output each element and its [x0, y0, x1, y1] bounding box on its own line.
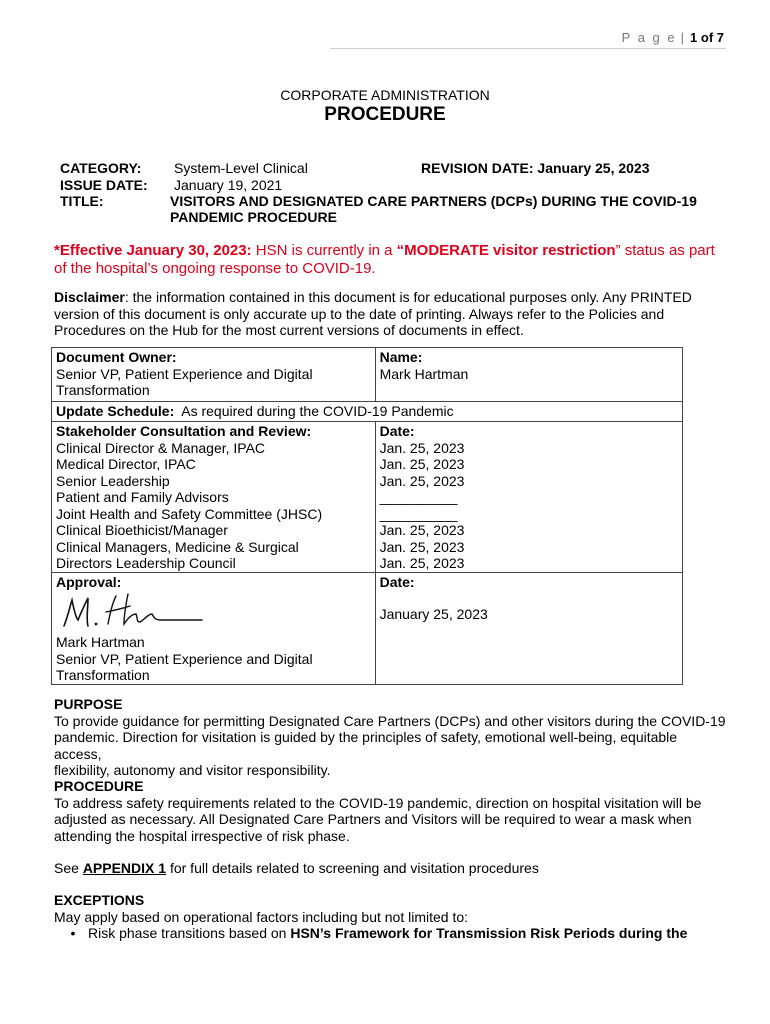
name-value: Mark Hartman	[379, 365, 469, 382]
owner-cell	[52, 348, 376, 402]
disclaimer-label: Disclaimer	[54, 289, 125, 305]
stakeholder-name: Medical Director, IPAC	[56, 456, 196, 472]
disclaimer	[54, 289, 726, 339]
exceptions-heading: EXCEPTIONS	[54, 892, 145, 908]
exceptions-intro: May apply based on operational factors including but not limited to:	[54, 908, 469, 925]
stakeholder-name: Directors Leadership Council	[56, 555, 236, 571]
signature-icon	[56, 590, 216, 634]
stakeholder-date: Jan. 25, 2023	[379, 472, 465, 489]
approval-date-cell	[375, 572, 682, 684]
page-number: 1 of 7	[690, 30, 724, 45]
exception-bullet-item	[54, 925, 726, 942]
doc-type-title: PROCEDURE	[324, 104, 446, 125]
stakeholder-date: __________	[379, 505, 458, 522]
name-cell	[375, 348, 682, 402]
owner-line-1: Senior VP, Patient Experience and Digital	[56, 365, 313, 382]
title-line-1: VISITORS AND DESIGNATED CARE PARTNERS (DCPs) DURING THE COVID-19	[170, 193, 697, 209]
name-label: Name:	[379, 349, 423, 365]
procedure-line-3: attending the hospital irrespective of risk phase.	[54, 827, 350, 844]
approver-title-1: Senior VP, Patient Experience and Digital	[56, 650, 313, 667]
purpose-line-2: pandemic. Direction for visitation is guided by the principles of safety, emotional well-being, equitable access,	[54, 729, 678, 762]
effective-notice	[54, 242, 744, 278]
title-label: TITLE:	[60, 193, 104, 209]
page-number-header	[622, 30, 724, 45]
see-prefix: See	[54, 860, 83, 876]
purpose-heading: PURPOSE	[54, 696, 123, 712]
approver-title-2: Transformation	[56, 667, 150, 683]
effective-text-2: ” status as part	[615, 242, 715, 259]
issue-date-label: ISSUE DATE:	[60, 177, 148, 193]
category-label: CATEGORY:	[60, 160, 142, 176]
stakeholder-date: Jan. 25, 2023	[379, 522, 465, 538]
owner-line-2: Transformation	[56, 382, 150, 398]
approval-date: January 25, 2023	[379, 606, 488, 622]
stakeholder-date: Jan. 25, 2023	[379, 456, 465, 472]
procedure-line-1: To address safety requirements related to the COVID-19 pandemic, direction on hospital visitation will be	[54, 794, 702, 811]
stakeholder-name: Patient and Family Advisors	[56, 489, 229, 505]
stakeholder-names-cell	[52, 422, 376, 573]
purpose-section	[54, 696, 726, 779]
stakeholder-name: Senior Leadership	[56, 472, 170, 489]
stakeholder-date: Jan. 25, 2023	[379, 439, 465, 456]
title-line-2: PANDEMIC PROCEDURE	[170, 209, 337, 225]
procedure-line-2: adjusted as necessary. All Designated Care Partners and Visitors will be required to wear a mask when	[54, 811, 692, 827]
stakeholder-date: Jan. 25, 2023	[379, 555, 465, 571]
appendix-reference	[54, 860, 726, 877]
org-title: CORPORATE ADMINISTRATION	[280, 87, 490, 103]
purpose-line-3: flexibility, autonomy and visitor responsibility.	[54, 762, 331, 778]
update-label: Update Schedule:	[56, 403, 175, 419]
purpose-line-1: To provide guidance for permitting Designated Care Partners (DCPs) and other visitors during the COVID-19	[54, 712, 726, 729]
signature	[56, 590, 371, 634]
effective-text-1: HSN is currently in a	[251, 242, 397, 259]
date-label: Date:	[379, 423, 415, 439]
bullet-text: Risk phase transitions based on	[88, 925, 291, 941]
procedure-heading: PROCEDURE	[54, 778, 144, 794]
stakeholder-date: __________	[379, 489, 458, 505]
stakeholder-name: Clinical Director & Manager, IPAC	[56, 439, 266, 456]
approval-cell	[52, 572, 376, 684]
effective-date: *Effective January 30, 2023:	[54, 242, 252, 259]
see-suffix: for full details related to screening and visitation procedures	[166, 860, 539, 876]
approval-date-label: Date:	[379, 573, 415, 590]
procedure-section	[54, 778, 726, 877]
effective-text-3: of the hospital’s ongoing response to COVID-19.	[54, 260, 376, 277]
stakeholder-label: Stakeholder Consultation and Review:	[56, 423, 312, 439]
stakeholder-name: Clinical Managers, Medicine & Surgical	[56, 538, 299, 555]
owner-label: Document Owner:	[56, 349, 177, 365]
approver-name: Mark Hartman	[56, 634, 145, 650]
stakeholder-name: Joint Health and Safety Committee (JHSC)	[56, 505, 323, 522]
page-prefix: P a g e	[621, 30, 677, 45]
header-divider	[330, 48, 726, 49]
update-row	[52, 402, 683, 422]
revision-date: REVISION DATE: January 25, 2023	[421, 160, 650, 176]
stakeholder-date: Jan. 25, 2023	[379, 538, 465, 555]
page-separator: |	[680, 30, 687, 45]
update-cell	[52, 402, 683, 422]
stakeholder-name: Clinical Bioethicist/Manager	[56, 522, 228, 538]
disclaimer-line-1: : the information contained in this document is for educational purposes only. Any PRINTED	[124, 289, 692, 305]
update-value: As required during the COVID-19 Pandemic	[174, 403, 454, 419]
restriction-status: “MODERATE visitor restriction	[396, 242, 616, 259]
approval-row	[52, 572, 683, 684]
stakeholder-row	[52, 422, 683, 573]
stakeholder-dates-cell	[375, 422, 682, 573]
disclaimer-line-2: version of this document is only accurate up to the date of printing. Always refer to the Policies and	[54, 305, 665, 322]
bullet-icon: •	[70, 925, 76, 941]
document-info-table	[51, 347, 683, 685]
disclaimer-line-3: Procedures on the Hub for the most current versions of documents in effect.	[54, 322, 524, 338]
issue-date-value: January 19, 2021	[174, 177, 283, 193]
bullet-framework-title: HSN’s Framework for Transmission Risk Periods during the	[290, 925, 688, 941]
owner-row	[52, 348, 683, 402]
approval-label: Approval:	[56, 573, 122, 590]
exceptions-section	[54, 892, 726, 942]
category-value: System-Level Clinical	[174, 160, 308, 176]
appendix-1-link[interactable]: APPENDIX 1	[82, 860, 167, 876]
